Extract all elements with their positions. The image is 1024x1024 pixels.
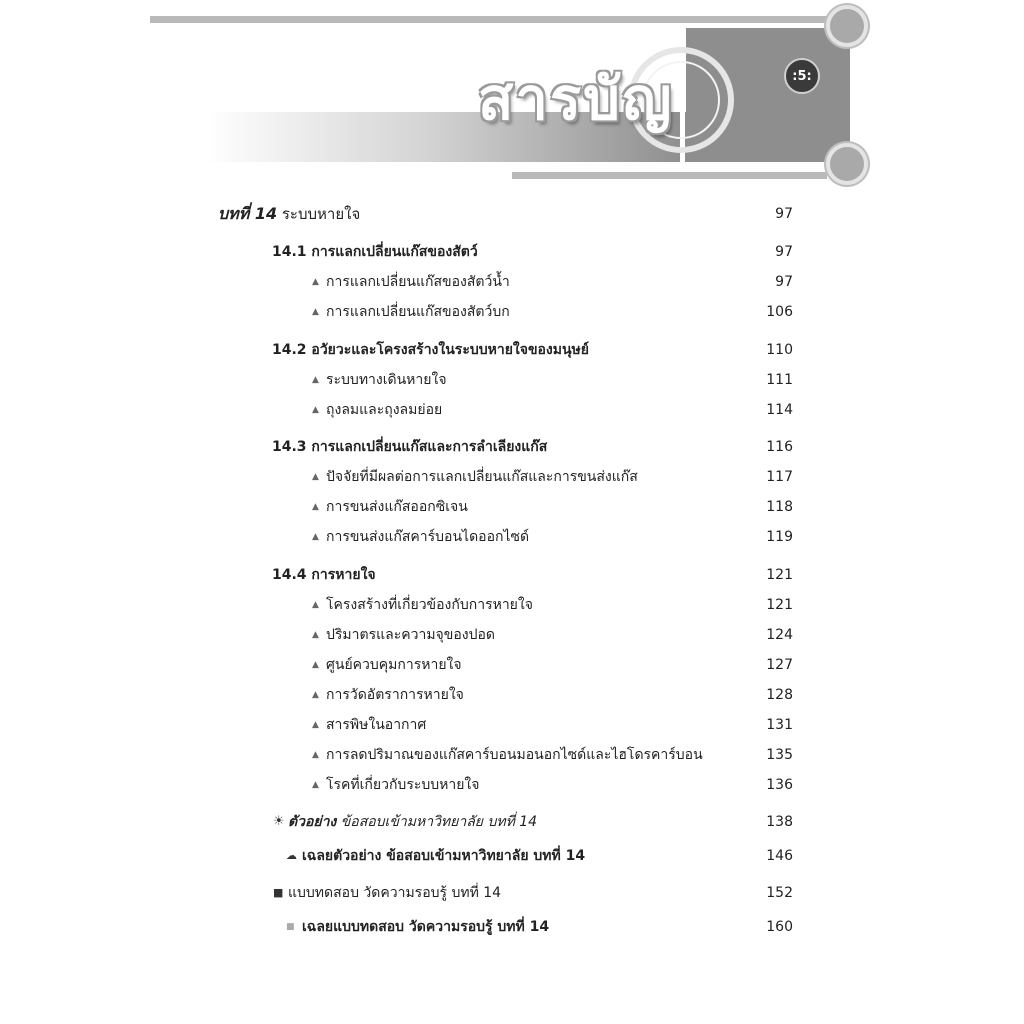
item-label: ถุงลมและถุงลมย่อย: [326, 402, 443, 418]
toc-item[interactable]: [0, 496, 1024, 518]
extra-page: 146: [766, 848, 793, 864]
toc-item[interactable]: [0, 624, 1024, 646]
triangle-bullet-icon: ▲: [312, 690, 319, 700]
toc-item[interactable]: [0, 399, 1024, 421]
toc-item[interactable]: [0, 594, 1024, 616]
extra-label: ข้อสอบเข้ามหาวิทยาลัย บทที่ 14: [340, 814, 538, 830]
item-page: 106: [766, 304, 793, 320]
extra-label: เฉลยตัวอย่าง ข้อสอบเข้ามหาวิทยาลัย บทที่ 14: [302, 848, 586, 864]
toc-section[interactable]: [0, 564, 1024, 586]
cloud-icon: ☁: [286, 849, 297, 862]
item-page: 131: [766, 717, 793, 733]
item-page: 136: [766, 777, 793, 793]
toc-extra-example-answers[interactable]: [0, 845, 1024, 867]
item-label: โครงสร้างที่เกี่ยวข้องกับการหายใจ: [326, 597, 533, 613]
toc-item[interactable]: [0, 744, 1024, 766]
item-label: ปัจจัยที่มีผลต่อการแลกเปลี่ยนแก๊สและการขนส่งแก๊ส: [326, 469, 638, 485]
header-graphic: [0, 0, 1024, 200]
item-label: การแลกเปลี่ยนแก๊สของสัตว์บก: [326, 304, 510, 320]
item-label: การแลกเปลี่ยนแก๊สของสัตว์น้ำ: [326, 274, 510, 290]
section-page: 116: [766, 439, 793, 455]
toc-item[interactable]: [0, 714, 1024, 736]
toc-item[interactable]: [0, 684, 1024, 706]
toc-extra-test[interactable]: [0, 882, 1024, 904]
section-label: 14.2 อวัยวะและโครงสร้างในระบบหายใจของมนุษย์: [272, 342, 589, 358]
chapter-page: 97: [775, 206, 793, 222]
extra-page: 160: [766, 919, 793, 935]
toc-chapter[interactable]: [0, 203, 1024, 225]
item-label: สารพิษในอากาศ: [326, 717, 427, 733]
triangle-bullet-icon: ▲: [312, 600, 319, 610]
extra-label: แบบทดสอบ วัดความรอบรู้ บทที่ 14: [288, 885, 502, 901]
triangle-bullet-icon: ▲: [312, 472, 319, 482]
item-label: การวัดอัตราการหายใจ: [326, 687, 464, 703]
item-label: การขนส่งแก๊สออกซิเจน: [326, 499, 468, 515]
item-label: การขนส่งแก๊สคาร์บอนไดออกไซด์: [326, 529, 530, 545]
triangle-bullet-icon: ▲: [312, 375, 319, 385]
item-page: 124: [766, 627, 793, 643]
extra-label: เฉลยแบบทดสอบ วัดความรอบรู้ บทที่ 14: [302, 919, 550, 935]
triangle-bullet-icon: ▲: [312, 660, 319, 670]
item-label: ปริมาตรและความจุของปอด: [326, 627, 495, 643]
toc-item[interactable]: [0, 774, 1024, 796]
extra-lead: ตัวอย่าง: [288, 814, 337, 830]
toc-extra-example[interactable]: [0, 811, 1024, 833]
section-page: 97: [775, 244, 793, 260]
item-label: ศูนย์ควบคุมการหายใจ: [326, 657, 462, 673]
section-page: 110: [766, 342, 793, 358]
extra-page: 152: [766, 885, 793, 901]
item-page: 121: [766, 597, 793, 613]
triangle-bullet-icon: ▲: [312, 277, 319, 287]
triangle-bullet-icon: ▲: [312, 750, 319, 760]
item-page: 127: [766, 657, 793, 673]
item-page: 114: [766, 402, 793, 418]
chapter-label: บทที่ 14: [218, 204, 278, 223]
toc-item[interactable]: [0, 271, 1024, 293]
toc-section[interactable]: [0, 241, 1024, 263]
page-title: สารบัญ: [478, 65, 674, 133]
square-bullet-icon: ■: [273, 886, 284, 899]
item-page: 128: [766, 687, 793, 703]
section-label: 14.4 การหายใจ: [272, 567, 376, 583]
item-label: ระบบทางเดินหายใจ: [326, 372, 447, 388]
triangle-bullet-icon: ▲: [312, 780, 319, 790]
item-label: การลดปริมาณของแก๊สคาร์บอนมอนอกไซด์และไฮโดรคาร์บอน: [326, 747, 703, 763]
top-rule: [150, 16, 840, 23]
item-page: 97: [775, 274, 793, 290]
toc-item[interactable]: [0, 369, 1024, 391]
item-label: โรคที่เกี่ยวกับระบบหายใจ: [326, 777, 480, 793]
item-page: 117: [766, 469, 793, 485]
item-page: 135: [766, 747, 793, 763]
toc-section[interactable]: [0, 436, 1024, 458]
triangle-bullet-icon: ▲: [312, 630, 319, 640]
extra-page: 138: [766, 814, 793, 830]
triangle-bullet-icon: ▲: [312, 307, 319, 317]
item-page: 119: [766, 529, 793, 545]
triangle-bullet-icon: ▲: [312, 532, 319, 542]
toc-item[interactable]: [0, 526, 1024, 548]
section-label: 14.1 การแลกเปลี่ยนแก๊สของสัตว์: [272, 244, 478, 260]
sun-icon: ☀: [273, 814, 285, 829]
triangle-bullet-icon: ▲: [312, 502, 319, 512]
knob-top-icon: [826, 5, 868, 47]
page-number-badge: :5:: [784, 58, 820, 94]
item-page: 118: [766, 499, 793, 515]
toc-item[interactable]: [0, 654, 1024, 676]
triangle-bullet-icon: ▲: [312, 720, 319, 730]
section-page: 121: [766, 567, 793, 583]
chapter-title: ระบบหายใจ: [281, 205, 361, 223]
toc-extra-test-answers[interactable]: [0, 916, 1024, 938]
bottom-rule: [512, 172, 827, 179]
toc-item[interactable]: [0, 466, 1024, 488]
toc-section[interactable]: [0, 339, 1024, 361]
triangle-bullet-icon: ▲: [312, 405, 319, 415]
section-label: 14.3 การแลกเปลี่ยนแก๊สและการลำเลียงแก๊ส: [272, 439, 548, 455]
knob-bottom-icon: [826, 143, 868, 185]
item-page: 111: [766, 372, 793, 388]
toc-item[interactable]: [0, 301, 1024, 323]
square-bullet-light-icon: ■: [286, 922, 295, 932]
